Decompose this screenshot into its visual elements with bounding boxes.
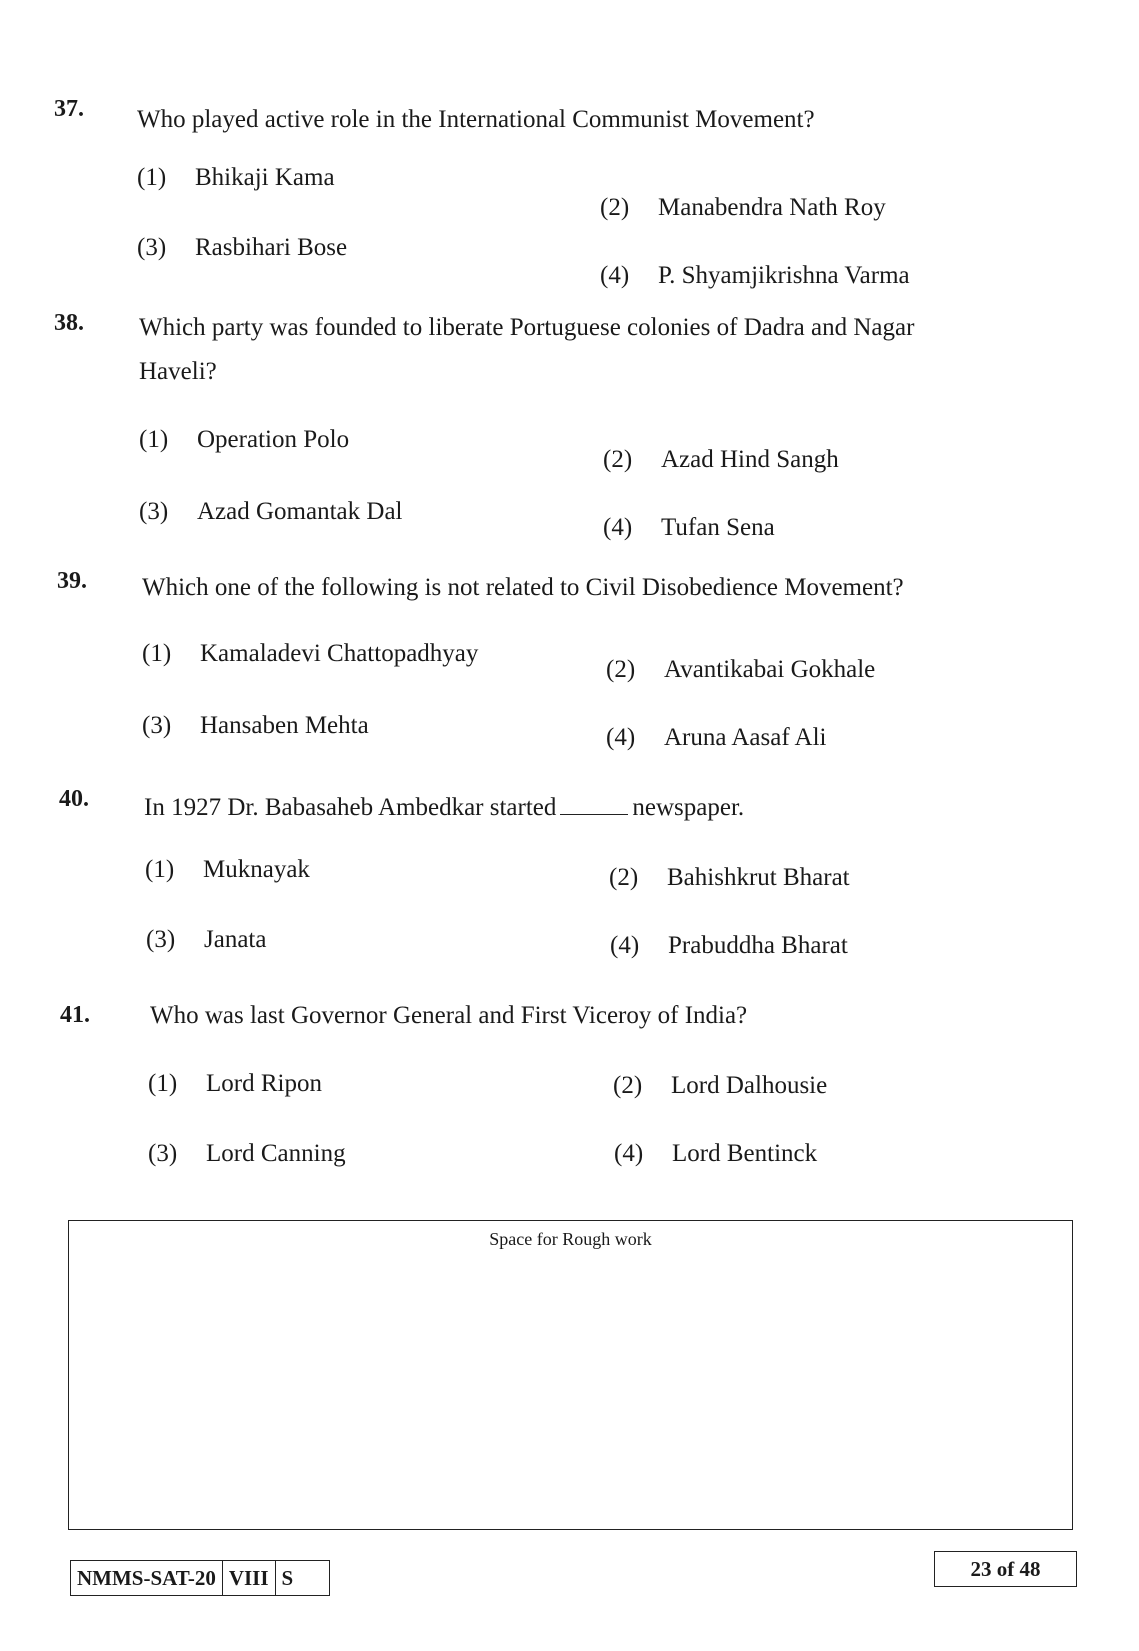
option-text: Lord Dalhousie (671, 1072, 828, 1099)
exam-code-box (70, 1560, 330, 1596)
answer-blank (560, 796, 628, 815)
option-1 (145, 856, 310, 884)
option-number: (4) (600, 262, 630, 289)
option-text: Janata (204, 926, 267, 953)
option-number: (3) (146, 926, 176, 953)
option-text: Kamaladevi Chattopadhyay (200, 640, 479, 667)
option-1 (148, 1070, 322, 1098)
option-4 (606, 724, 826, 752)
option-number: (1) (137, 164, 167, 191)
question-number: 39. (57, 568, 87, 594)
option-1 (142, 640, 478, 668)
option-4 (600, 262, 910, 290)
option-text: Bahishkrut Bharat (667, 864, 850, 891)
option-number: (2) (606, 656, 636, 683)
option-3 (139, 498, 402, 526)
option-text: P. Shyamjikrishna Varma (658, 262, 910, 289)
option-text: Muknayak (203, 856, 310, 883)
page-number-box: 23 of 48 (934, 1551, 1077, 1587)
option-2 (609, 864, 850, 892)
option-number: (2) (613, 1072, 643, 1099)
option-number: (1) (139, 426, 169, 453)
option-3 (148, 1140, 346, 1168)
option-text: Operation Polo (197, 426, 350, 453)
option-text: Lord Ripon (206, 1070, 322, 1097)
question-text: Which party was founded to liberate Portuguese colonies of Dadra and Nagar Haveli? (139, 314, 915, 385)
option-text: Tufan Sena (661, 514, 775, 541)
option-3 (137, 234, 347, 262)
option-number: (2) (603, 446, 633, 473)
question-text-after-blank: newspaper. (632, 794, 745, 821)
option-text: Bhikaji Kama (195, 164, 335, 191)
option-text: Rasbihari Bose (195, 234, 348, 261)
option-2 (600, 194, 886, 222)
exam-code: NMMS-SAT-20 (71, 1561, 223, 1595)
question-number: 40. (59, 786, 89, 812)
option-number: (3) (139, 498, 169, 525)
question-text: Which one of the following is not related to Civil Disobedience Movement? (142, 574, 904, 601)
option-2 (613, 1072, 827, 1100)
option-text: Prabuddha Bharat (668, 932, 848, 959)
option-4 (614, 1140, 817, 1168)
option-number: (3) (142, 712, 172, 739)
option-number: (1) (142, 640, 172, 667)
option-1 (137, 164, 335, 192)
question-text (144, 786, 974, 830)
option-number: (4) (606, 724, 636, 751)
question-number: 38. (54, 310, 84, 336)
option-2 (606, 656, 875, 684)
option-4 (603, 514, 775, 542)
option-number: (1) (145, 856, 175, 883)
option-number: (3) (148, 1140, 178, 1167)
option-text: Azad Gomantak Dal (197, 498, 403, 525)
question-number: 37. (54, 96, 84, 122)
option-text: Lord Canning (206, 1140, 346, 1167)
option-text: Aruna Aasaf Ali (664, 724, 827, 751)
option-text: Azad Hind Sangh (661, 446, 839, 473)
question-text: Who played active role in the International Communist Movement? (137, 106, 815, 133)
option-number: (4) (603, 514, 633, 541)
option-number: (1) (148, 1070, 178, 1097)
option-3 (142, 712, 369, 740)
option-text: Manabendra Nath Roy (658, 194, 886, 221)
option-text: Hansaben Mehta (200, 712, 369, 739)
question-text: Who was last Governor General and First Viceroy of India? (150, 1002, 748, 1029)
option-number: (2) (609, 864, 639, 891)
exam-class: VIII (223, 1561, 276, 1595)
option-4 (610, 932, 848, 960)
option-number: (3) (137, 234, 167, 261)
question-text-before-blank: In 1927 Dr. Babasaheb Ambedkar started (144, 794, 557, 821)
exam-section: S (281, 1566, 294, 1590)
rough-work-box (68, 1220, 1073, 1530)
question-number: 41. (60, 1002, 90, 1028)
option-number: (2) (600, 194, 630, 221)
option-number: (4) (610, 932, 640, 959)
option-text: Lord Bentinck (672, 1140, 818, 1167)
option-number: (4) (614, 1140, 644, 1167)
option-1 (139, 426, 349, 454)
option-text: Avantikabai Gokhale (664, 656, 876, 683)
rough-work-title: Space for Rough work (489, 1229, 652, 1249)
option-3 (146, 926, 266, 954)
option-2 (603, 446, 839, 474)
